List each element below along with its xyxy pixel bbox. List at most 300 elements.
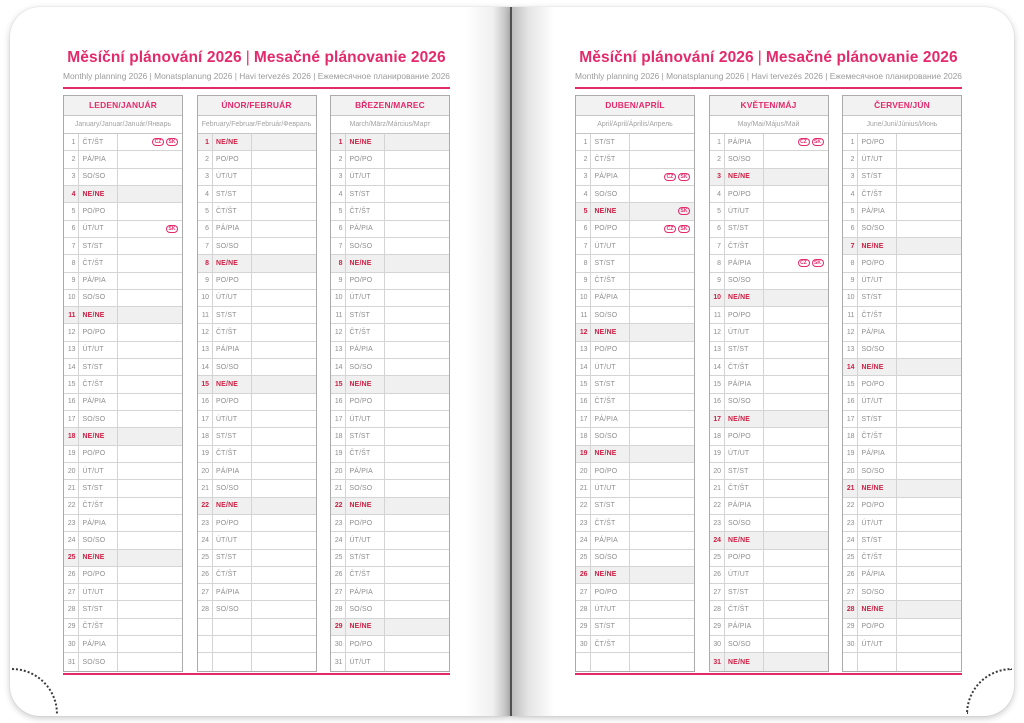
calendar-row <box>576 636 694 653</box>
day-number: 29 <box>576 619 591 635</box>
day-number: 23 <box>198 515 213 531</box>
notes-cell <box>897 203 961 219</box>
day-number: 2 <box>64 151 79 167</box>
day-number: 2 <box>198 151 213 167</box>
day-number: 10 <box>576 290 591 306</box>
notes-cell <box>897 428 961 444</box>
notes-cell <box>118 619 182 635</box>
day-abbreviation: SO/SO <box>591 550 630 566</box>
notes-cell <box>118 221 182 237</box>
calendar-row <box>710 567 828 584</box>
calendar-row <box>198 376 316 393</box>
notes-cell <box>252 290 316 306</box>
day-abbreviation: ČT/ŠT <box>79 619 118 635</box>
day-abbreviation: ÚT/UT <box>79 221 118 237</box>
notes-cell <box>764 151 828 167</box>
calendar-row <box>331 238 449 255</box>
notes-cell <box>118 446 182 462</box>
day-abbreviation: SO/SO <box>346 480 385 496</box>
calendar-row <box>843 273 961 290</box>
calendar-row <box>710 376 828 393</box>
calendar-row <box>198 255 316 272</box>
notes-cell <box>385 342 449 358</box>
calendar-row <box>198 342 316 359</box>
calendar-row <box>331 324 449 341</box>
notes-cell <box>764 515 828 531</box>
day-abbreviation: ST/ST <box>213 550 252 566</box>
notes-cell <box>385 324 449 340</box>
notes-cell <box>252 221 316 237</box>
day-abbreviation: SO/SO <box>79 290 118 306</box>
day-abbreviation: ST/ST <box>725 584 764 600</box>
day-abbreviation: ÚT/UT <box>591 359 630 375</box>
calendar-row <box>331 584 449 601</box>
calendar-row <box>64 324 182 341</box>
month-rows <box>198 134 316 671</box>
day-abbreviation: NE/NE <box>346 255 385 271</box>
day-abbreviation: SO/SO <box>725 151 764 167</box>
notes-cell <box>385 359 449 375</box>
day-number: 28 <box>331 601 346 617</box>
day-number: 4 <box>331 186 346 202</box>
day-number: 2 <box>331 151 346 167</box>
holiday-badge-cz-icon: CZ <box>152 138 164 146</box>
calendar-row <box>710 411 828 428</box>
calendar-row <box>710 532 828 549</box>
holiday-badge-sk-icon: SK <box>166 138 178 146</box>
notes-cell <box>118 238 182 254</box>
calendar-row <box>331 255 449 272</box>
day-number: 15 <box>710 376 725 392</box>
day-abbreviation: ÚT/UT <box>346 169 385 185</box>
notes-cell <box>764 619 828 635</box>
calendar-row <box>331 601 449 618</box>
notes-cell <box>764 480 828 496</box>
day-number: 22 <box>64 498 79 514</box>
notes-cell <box>118 463 182 479</box>
notes-cell <box>118 567 182 583</box>
calendar-row <box>576 584 694 601</box>
calendar-row <box>710 584 828 601</box>
day-abbreviation: ČT/ŠT <box>213 203 252 219</box>
day-number: 10 <box>198 290 213 306</box>
notes-cell <box>385 532 449 548</box>
day-abbreviation: PÁ/PIA <box>213 342 252 358</box>
calendar-row <box>198 394 316 411</box>
notes-cell <box>385 307 449 323</box>
notes-cell <box>118 601 182 617</box>
day-abbreviation: ST/ST <box>213 186 252 202</box>
notes-cell <box>764 428 828 444</box>
day-number: 25 <box>64 550 79 566</box>
notes-cell <box>385 169 449 185</box>
notes-cell <box>252 411 316 427</box>
notes-cell <box>252 498 316 514</box>
calendar-row <box>576 446 694 463</box>
notes-cell <box>385 567 449 583</box>
calendar-row <box>64 290 182 307</box>
day-abbreviation: PO/PO <box>346 151 385 167</box>
day-number: 29 <box>710 619 725 635</box>
calendar-row <box>576 342 694 359</box>
holiday-badge-cz-icon: CZ <box>664 173 676 181</box>
calendar-row <box>198 532 316 549</box>
calendar-row <box>576 134 694 151</box>
holiday-badge-sk-icon: SK <box>812 138 824 146</box>
day-abbreviation: ST/ST <box>346 428 385 444</box>
day-number: 29 <box>64 619 79 635</box>
month-rows <box>64 134 182 671</box>
notes-cell <box>252 394 316 410</box>
page-subtitle: Monthly planning 2026 | Monatsplanung 2026 | Havi tervezés 2026 | Ежемесячное планирование 2026 <box>575 71 962 81</box>
day-number: 30 <box>576 636 591 652</box>
day-abbreviation: ÚT/UT <box>213 411 252 427</box>
calendar-row-empty <box>576 653 694 670</box>
day-number: 30 <box>710 636 725 652</box>
calendar-row <box>64 186 182 203</box>
day-abbreviation: NE/NE <box>591 203 630 219</box>
month-header: DUBEN/APRÍL <box>576 96 694 116</box>
calendar-row <box>198 584 316 601</box>
day-abbreviation: ÚT/UT <box>79 342 118 358</box>
day-number <box>576 653 591 670</box>
calendar-row <box>331 290 449 307</box>
day-abbreviation: NE/NE <box>725 169 764 185</box>
day-abbreviation: ÚT/UT <box>725 203 764 219</box>
month-subheader: June/Juni/Június/Июнь <box>843 116 961 134</box>
day-abbreviation: ÚT/UT <box>346 653 385 670</box>
day-number: 1 <box>843 134 858 150</box>
notes-cell <box>385 480 449 496</box>
notes-cell <box>252 134 316 150</box>
notes-cell <box>764 342 828 358</box>
day-number: 3 <box>331 169 346 185</box>
notes-cell <box>385 515 449 531</box>
notes-cell <box>630 359 694 375</box>
notes-cell <box>897 619 961 635</box>
month-table-february <box>197 95 317 672</box>
calendar-row <box>331 428 449 445</box>
day-number: 9 <box>576 273 591 289</box>
notes-cell <box>897 186 961 202</box>
calendar-row <box>331 134 449 151</box>
day-abbreviation: PO/PO <box>346 636 385 652</box>
notes-cell <box>252 186 316 202</box>
day-number: 15 <box>198 376 213 392</box>
notes-cell <box>630 394 694 410</box>
day-number: 27 <box>576 584 591 600</box>
day-abbreviation: PÁ/PIA <box>346 584 385 600</box>
day-number: 12 <box>843 324 858 340</box>
calendar-row <box>710 273 828 290</box>
day-number: 9 <box>710 273 725 289</box>
day-number: 12 <box>710 324 725 340</box>
calendar-row <box>198 515 316 532</box>
day-number: 26 <box>331 567 346 583</box>
notes-cell <box>630 446 694 462</box>
calendar-row <box>843 151 961 168</box>
calendar-row <box>710 255 828 272</box>
day-abbreviation: ST/ST <box>346 550 385 566</box>
calendar-row <box>331 567 449 584</box>
calendar-row <box>198 463 316 480</box>
day-number: 6 <box>843 221 858 237</box>
calendar-row <box>576 238 694 255</box>
day-number: 9 <box>64 273 79 289</box>
notes-cell <box>630 584 694 600</box>
notes-cell <box>630 290 694 306</box>
day-number: 25 <box>198 550 213 566</box>
notes-cell <box>630 480 694 496</box>
calendar-row <box>576 394 694 411</box>
title-divider: | <box>757 49 762 66</box>
calendar-row <box>64 601 182 618</box>
day-abbreviation: SO/SO <box>591 186 630 202</box>
calendar-row <box>843 584 961 601</box>
notes-cell <box>897 532 961 548</box>
day-abbreviation: ÚT/UT <box>725 567 764 583</box>
day-abbreviation: PO/PO <box>346 394 385 410</box>
calendar-row <box>64 515 182 532</box>
day-abbreviation: PO/PO <box>858 134 897 150</box>
day-number: 1 <box>331 134 346 150</box>
day-number: 6 <box>198 221 213 237</box>
day-abbreviation: SO/SO <box>79 653 118 670</box>
day-number: 14 <box>198 359 213 375</box>
notes-cell <box>630 619 694 635</box>
calendar-row <box>64 411 182 428</box>
calendar-row <box>843 480 961 497</box>
calendar-row <box>710 601 828 618</box>
calendar-row <box>710 186 828 203</box>
day-abbreviation: ČT/ŠT <box>591 273 630 289</box>
calendar-row <box>576 411 694 428</box>
day-abbreviation: NE/NE <box>591 567 630 583</box>
day-number: 25 <box>331 550 346 566</box>
month-subheader: March/März/Március/Март <box>331 116 449 134</box>
calendar-row <box>198 446 316 463</box>
calendar-row <box>331 221 449 238</box>
calendar-row <box>576 307 694 324</box>
calendar-row <box>198 273 316 290</box>
day-abbreviation <box>591 653 630 670</box>
day-abbreviation: ST/ST <box>591 498 630 514</box>
day-abbreviation: PO/PO <box>858 498 897 514</box>
day-number: 14 <box>331 359 346 375</box>
day-abbreviation: SO/SO <box>213 480 252 496</box>
calendar-row <box>198 428 316 445</box>
day-number: 1 <box>198 134 213 150</box>
day-abbreviation: PO/PO <box>346 515 385 531</box>
day-abbreviation: ČT/ŠT <box>346 567 385 583</box>
page-left <box>10 7 511 716</box>
day-number: 31 <box>64 653 79 670</box>
notes-cell <box>118 203 182 219</box>
notes-cell <box>764 376 828 392</box>
calendar-row <box>576 463 694 480</box>
day-abbreviation <box>213 619 252 635</box>
calendar-row <box>576 619 694 636</box>
book-spine <box>510 7 512 716</box>
day-number: 27 <box>843 584 858 600</box>
calendar-row <box>843 342 961 359</box>
day-number: 17 <box>710 411 725 427</box>
calendar-row <box>198 290 316 307</box>
day-abbreviation: ČT/ŠT <box>858 307 897 323</box>
calendar-row <box>64 307 182 324</box>
month-table-march <box>330 95 450 672</box>
day-number: 13 <box>64 342 79 358</box>
day-number: 10 <box>843 290 858 306</box>
day-abbreviation: PO/PO <box>591 463 630 479</box>
notes-cell <box>385 273 449 289</box>
day-abbreviation: PÁ/PIA <box>79 515 118 531</box>
day-abbreviation: NE/NE <box>725 532 764 548</box>
day-number: 9 <box>331 273 346 289</box>
title-czech: Měsíční plánování 2026 <box>67 49 242 66</box>
day-abbreviation: ST/ST <box>591 619 630 635</box>
day-number: 18 <box>710 428 725 444</box>
day-number: 9 <box>843 273 858 289</box>
day-abbreviation: ST/ST <box>79 359 118 375</box>
day-abbreviation: ÚT/UT <box>591 480 630 496</box>
notes-cell <box>118 515 182 531</box>
calendar-row <box>64 463 182 480</box>
day-number: 16 <box>198 394 213 410</box>
calendar-row <box>710 169 828 186</box>
day-number: 28 <box>198 601 213 617</box>
day-number: 5 <box>64 203 79 219</box>
calendar-row <box>710 428 828 445</box>
day-abbreviation: PÁ/PIA <box>858 567 897 583</box>
day-abbreviation: ÚT/UT <box>346 290 385 306</box>
day-number: 20 <box>331 463 346 479</box>
page-subtitle: Monthly planning 2026 | Monatsplanung 2026 | Havi tervezés 2026 | Ежемесячное планирование 2026 <box>63 71 450 81</box>
notes-cell <box>252 601 316 617</box>
month-columns-right <box>575 95 962 672</box>
calendar-row <box>843 498 961 515</box>
notes-cell <box>252 550 316 566</box>
day-abbreviation: ÚT/UT <box>725 324 764 340</box>
notes-cell <box>385 653 449 670</box>
calendar-row <box>576 203 694 220</box>
day-number: 3 <box>198 169 213 185</box>
day-number: 8 <box>576 255 591 271</box>
day-abbreviation: PÁ/PIA <box>79 394 118 410</box>
day-abbreviation: PO/PO <box>79 324 118 340</box>
month-rows <box>843 134 961 671</box>
notes-cell <box>118 169 182 185</box>
day-abbreviation: ÚT/UT <box>213 532 252 548</box>
notes-cell <box>897 480 961 496</box>
day-number: 26 <box>843 567 858 583</box>
notes-cell <box>385 255 449 271</box>
notes-cell <box>385 411 449 427</box>
day-abbreviation: SO/SO <box>346 601 385 617</box>
calendar-row <box>198 550 316 567</box>
day-abbreviation: ÚT/UT <box>858 636 897 652</box>
day-number: 11 <box>64 307 79 323</box>
day-number: 8 <box>64 255 79 271</box>
day-number: 13 <box>710 342 725 358</box>
day-abbreviation: SO/SO <box>346 359 385 375</box>
month-header: ÚNOR/FEBRUÁR <box>198 96 316 116</box>
calendar-row <box>843 290 961 307</box>
day-abbreviation: ČT/ŠT <box>79 498 118 514</box>
notes-cell <box>252 567 316 583</box>
day-number: 7 <box>198 238 213 254</box>
calendar-row <box>64 532 182 549</box>
day-number: 24 <box>710 532 725 548</box>
notes-cell <box>630 550 694 566</box>
calendar-row <box>331 394 449 411</box>
day-abbreviation: ČT/ŠT <box>858 186 897 202</box>
calendar-row-empty <box>198 636 316 653</box>
day-abbreviation: PO/PO <box>79 567 118 583</box>
day-number: 20 <box>710 463 725 479</box>
calendar-row <box>710 324 828 341</box>
notes-cell <box>118 255 182 271</box>
day-abbreviation: SO/SO <box>213 601 252 617</box>
day-abbreviation: PÁ/PIA <box>79 273 118 289</box>
day-number: 30 <box>843 636 858 652</box>
day-abbreviation: NE/NE <box>213 498 252 514</box>
calendar-row <box>331 342 449 359</box>
day-abbreviation: SO/SO <box>213 359 252 375</box>
calendar-row <box>198 134 316 151</box>
day-number <box>198 653 213 670</box>
day-number: 11 <box>198 307 213 323</box>
notes-cell <box>630 221 694 237</box>
day-number: 16 <box>331 394 346 410</box>
day-abbreviation: ST/ST <box>346 307 385 323</box>
day-abbreviation: ČT/ŠT <box>725 359 764 375</box>
notes-cell <box>252 428 316 444</box>
notes-cell <box>764 567 828 583</box>
notes-cell <box>897 584 961 600</box>
holiday-badge-cz-icon: CZ <box>798 138 810 146</box>
day-number: 10 <box>331 290 346 306</box>
notes-cell <box>385 463 449 479</box>
notes-cell <box>252 203 316 219</box>
page-title <box>63 49 450 67</box>
day-abbreviation: ÚT/UT <box>858 394 897 410</box>
calendar-row <box>331 203 449 220</box>
calendar-row-empty <box>198 619 316 636</box>
month-table-january <box>63 95 183 672</box>
calendar-row <box>331 446 449 463</box>
day-number: 30 <box>331 636 346 652</box>
day-abbreviation: NE/NE <box>346 376 385 392</box>
calendar-row <box>64 498 182 515</box>
day-abbreviation: PO/PO <box>591 342 630 358</box>
day-number: 24 <box>64 532 79 548</box>
holiday-badge-cz-icon: CZ <box>798 259 810 267</box>
day-number: 7 <box>576 238 591 254</box>
day-abbreviation: SO/SO <box>858 584 897 600</box>
day-number: 27 <box>64 584 79 600</box>
day-abbreviation: SO/SO <box>591 428 630 444</box>
day-abbreviation: PO/PO <box>213 151 252 167</box>
day-abbreviation: ST/ST <box>725 221 764 237</box>
calendar-row <box>710 238 828 255</box>
calendar-row <box>64 273 182 290</box>
calendar-row <box>710 515 828 532</box>
notes-cell <box>252 151 316 167</box>
notes-cell <box>252 653 316 670</box>
notes-cell <box>764 221 828 237</box>
day-number: 2 <box>576 151 591 167</box>
